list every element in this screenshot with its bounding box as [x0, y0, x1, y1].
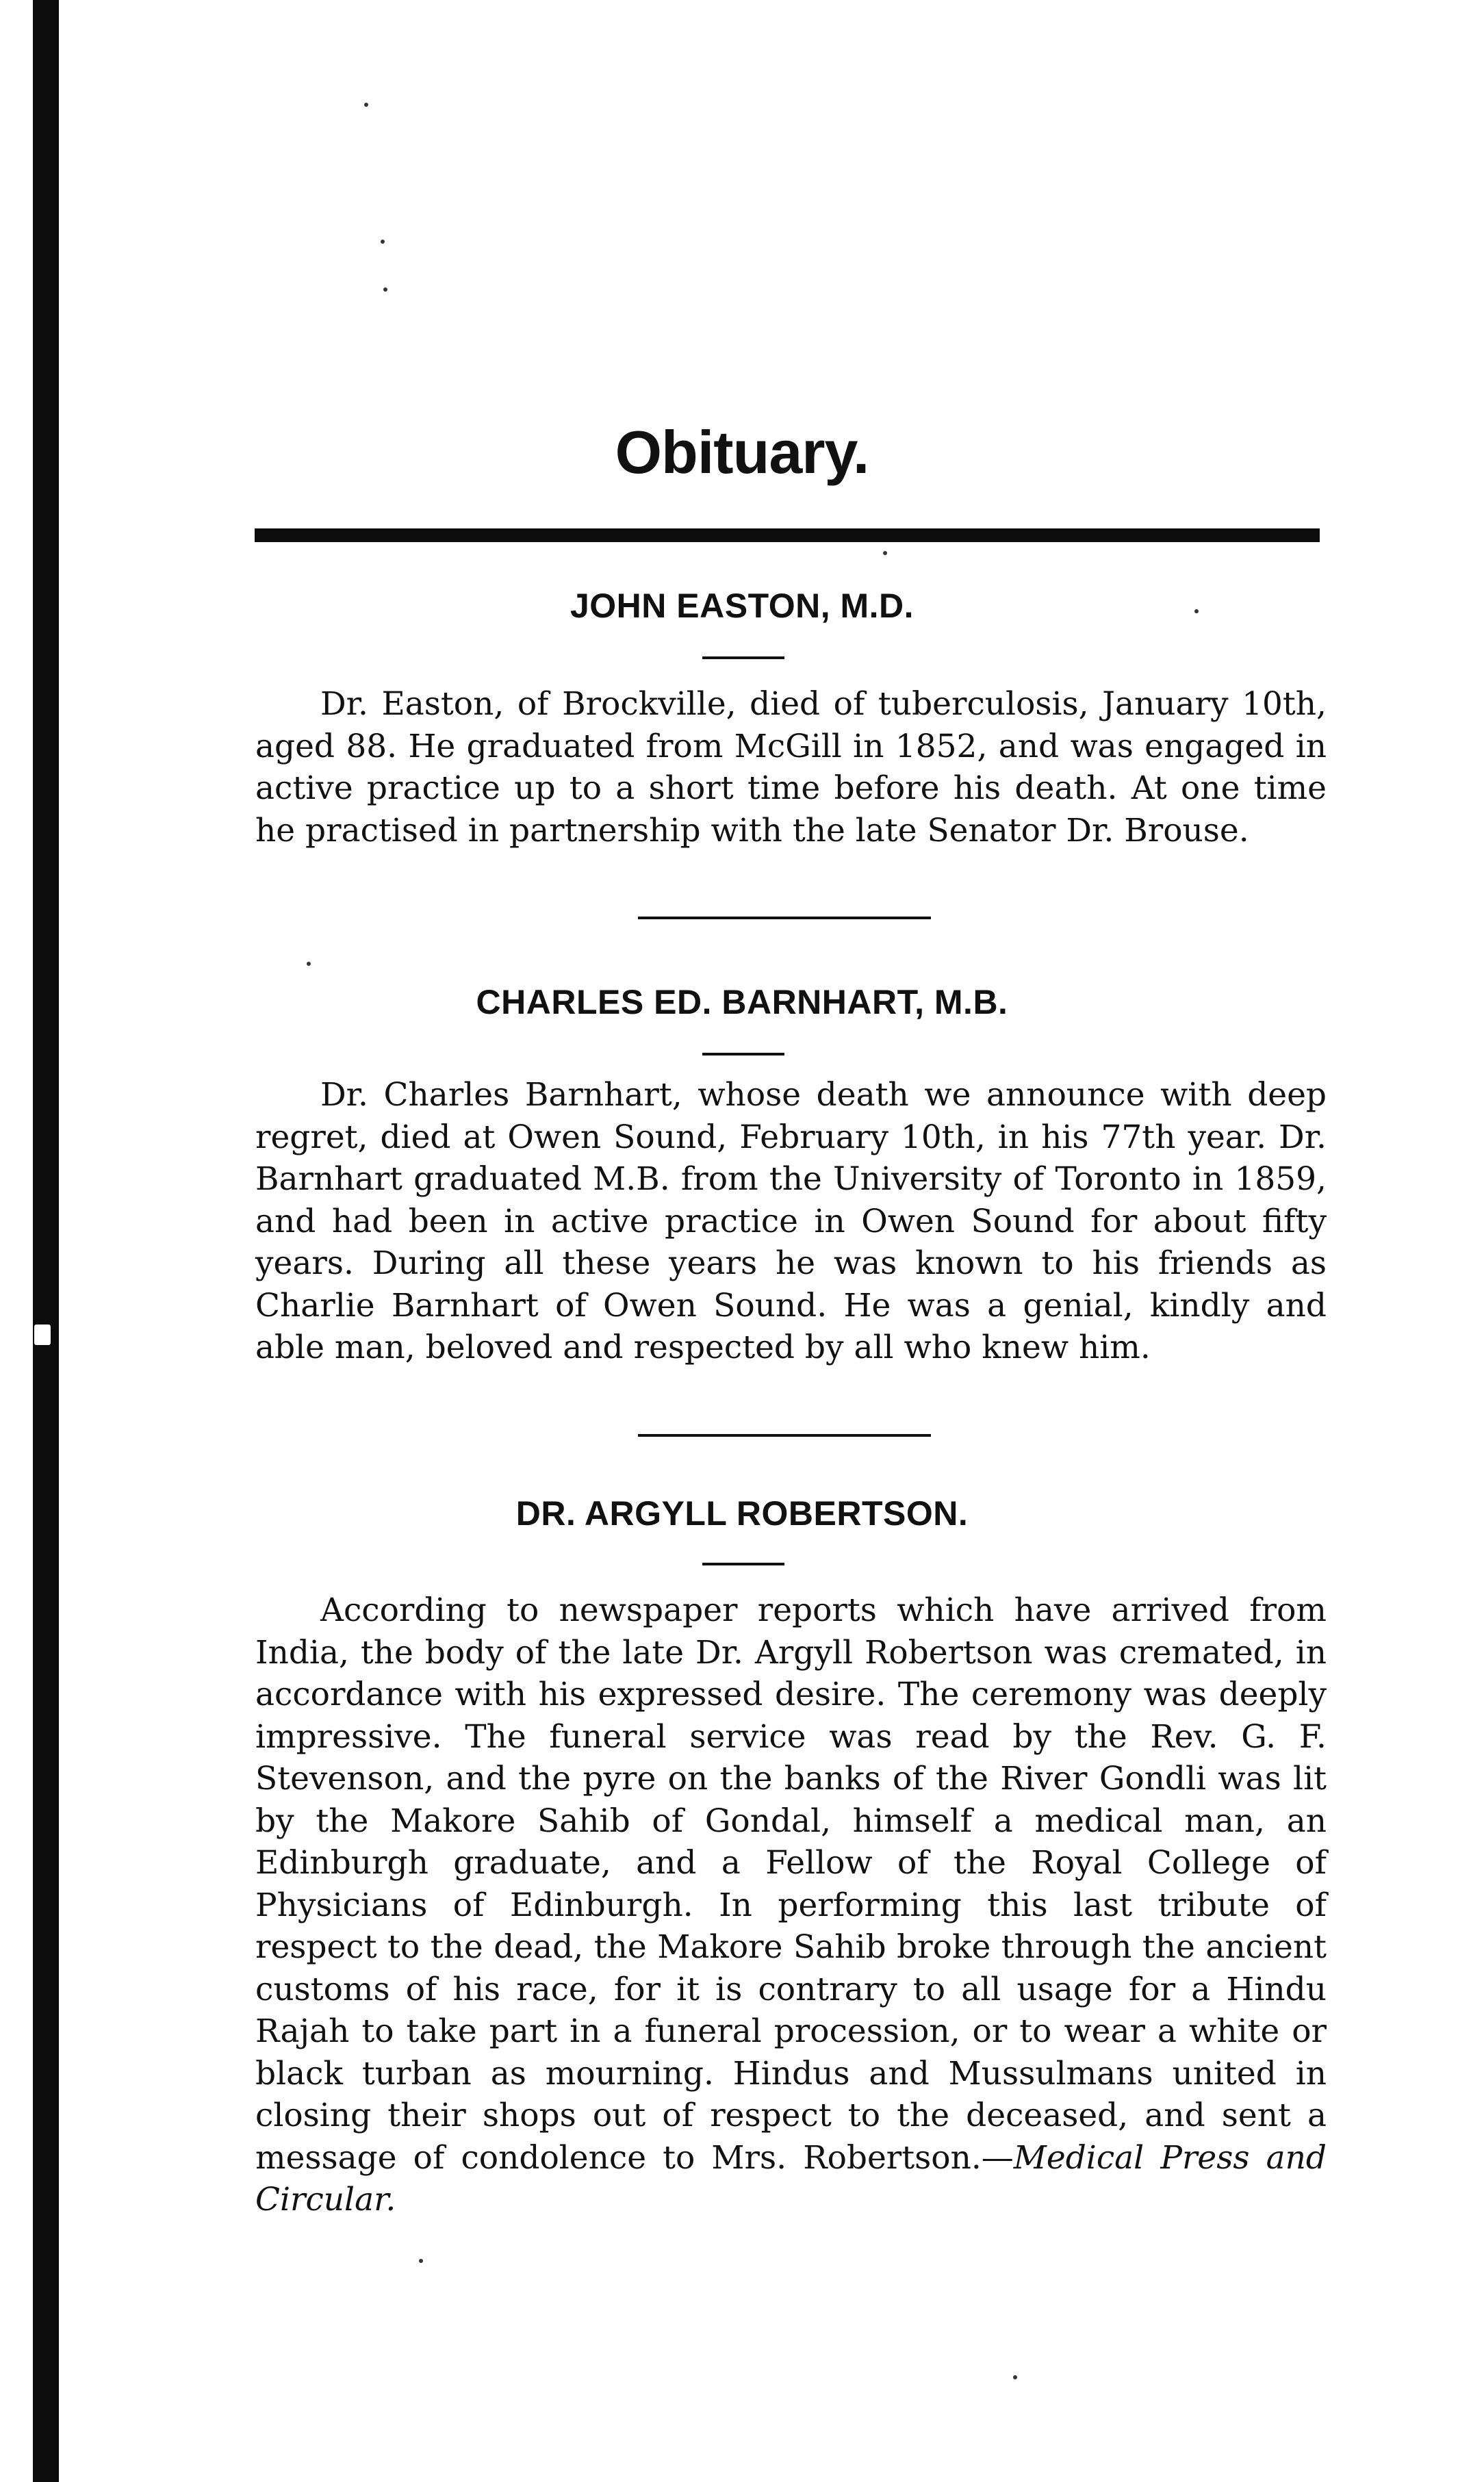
section-heading-robertson: DR. ARGYLL ROBERTSON.: [515, 1494, 969, 1533]
section-heading-barnhart: CHARLES ED. BARNHART, M.B.: [476, 983, 1008, 1021]
obituary-text-easton: Dr. Easton, of Brockville, died of tuberculosis, January 10th, aged 88. He graduated from McGill in 1852, and was engaged in active practice up to a short time before his death. At one time he practised in partnership with the late Senator Dr. Brouse.: [255, 685, 1327, 849]
scan-speck: [364, 103, 368, 107]
heading-rule: [702, 1563, 784, 1565]
scan-speck: [307, 962, 311, 966]
binding-edge: [33, 0, 59, 2482]
section-divider: [638, 1434, 931, 1437]
obituary-text-robertson-body: According to newspaper reports which have arrived from India, the body of the late Dr. Argyll Robertson was cremated, in accordance with his expressed desire. The ceremony was deeply impressive. The funeral service was read by the Rev. G. F. Stevenson, and the pyre on the banks of the River Gondli was lit by the Makore Sahib of Gondal, himself a medical man, an Edinburgh graduate, and a Fellow of the Royal College of Physicians of Edinburgh. In performing this last tribute of respect to the dead, the Makore Sahib broke through the ancient customs of his race, for it is contrary to all usage for a Hindu Rajah to take part in a funeral procession, or to wear a white or black turban as mourning. Hindus and Mussulmans united in closing their shops out of respect to the deceased, and sent a message of condolence to Mrs. Robertson.—: [255, 1591, 1327, 2177]
heading-rule: [702, 656, 784, 659]
scan-speck: [419, 2259, 423, 2263]
heading-rule: [702, 1053, 784, 1056]
obituary-text-robertson: [255, 1589, 1327, 2221]
scan-speck: [381, 240, 385, 244]
source-citation: Medical Press and Circular.: [255, 2138, 1327, 2218]
page-title: Obituary.: [615, 418, 869, 486]
title-rule: [255, 528, 1320, 542]
obituary-text-barnhart: Dr. Charles Barnhart, whose death we announce with deep regret, died at Owen Sound, February 10th, in his 77th year. Dr. Barnhart graduated M.B. from the University of Toronto in 1859, and had been in active practice in Owen Sound for about fifty years. During all these years he was known to his friends as Charlie Barnhart of Owen Sound. He was a genial, kindly and able man, beloved and respected by all who knew him.: [255, 1076, 1327, 1366]
scan-speck: [383, 287, 387, 292]
scan-speck: [1013, 2375, 1017, 2379]
binding-mark: [34, 1325, 51, 1345]
section-heading-easton: JOHN EASTON, M.D.: [570, 587, 914, 625]
section-divider: [638, 917, 931, 919]
scan-speck: [883, 551, 887, 555]
